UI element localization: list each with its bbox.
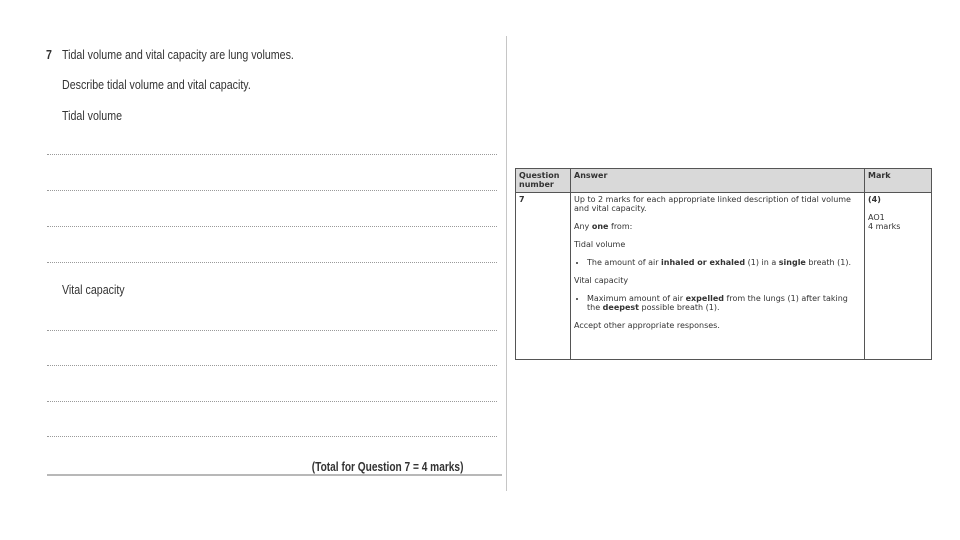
table-row — [516, 193, 932, 360]
mark-count: 4 marks — [868, 222, 901, 231]
question-total: (Total for Question 7 = 4 marks) — [311, 459, 463, 474]
vital-heading: Vital capacity — [574, 276, 629, 285]
answer-line — [47, 262, 497, 263]
total-rule — [47, 474, 502, 476]
question-number: 7 — [46, 47, 52, 62]
mark-total: (4) — [868, 195, 881, 204]
vital-capacity-label: Vital capacity — [62, 282, 125, 297]
tidal-point: • The amount of air inhaled or exhaled (1) in a single breath (1). — [587, 258, 861, 267]
table-header-row — [516, 169, 932, 193]
answer-any-one: Any one from: — [574, 222, 633, 231]
cell-mark — [865, 193, 932, 360]
tidal-list — [574, 258, 861, 267]
answer-line — [47, 401, 497, 402]
answer-line — [47, 190, 497, 191]
header-answer: Answer — [571, 169, 865, 193]
header-mark: Mark — [865, 169, 932, 193]
header-question-number: Question number — [516, 169, 571, 193]
mark-ao: AO1 — [868, 213, 885, 222]
cell-question-number: 7 — [516, 193, 571, 360]
accept-note: Accept other appropriate responses. — [574, 321, 720, 330]
answer-line — [47, 226, 497, 227]
column-divider — [506, 36, 507, 491]
answer-line — [47, 154, 497, 155]
answer-intro: Up to 2 marks for each appropriate linked description of tidal volume and vital capacity. — [574, 195, 851, 213]
answer-line — [47, 365, 497, 366]
vital-list — [574, 294, 861, 312]
tidal-volume-label: Tidal volume — [62, 108, 123, 123]
answer-line — [47, 436, 497, 437]
cell-answer — [571, 193, 865, 360]
question-instruction: Describe tidal volume and vital capacity. — [62, 77, 251, 92]
mark-scheme-table — [515, 168, 932, 360]
vital-point: • Maximum amount of air expelled from the lungs (1) after taking the deepest possible breath (1). — [587, 294, 861, 312]
question-stem: Tidal volume and vital capacity are lung volumes. — [62, 47, 294, 62]
tidal-heading: Tidal volume — [574, 240, 626, 249]
answer-line — [47, 330, 497, 331]
